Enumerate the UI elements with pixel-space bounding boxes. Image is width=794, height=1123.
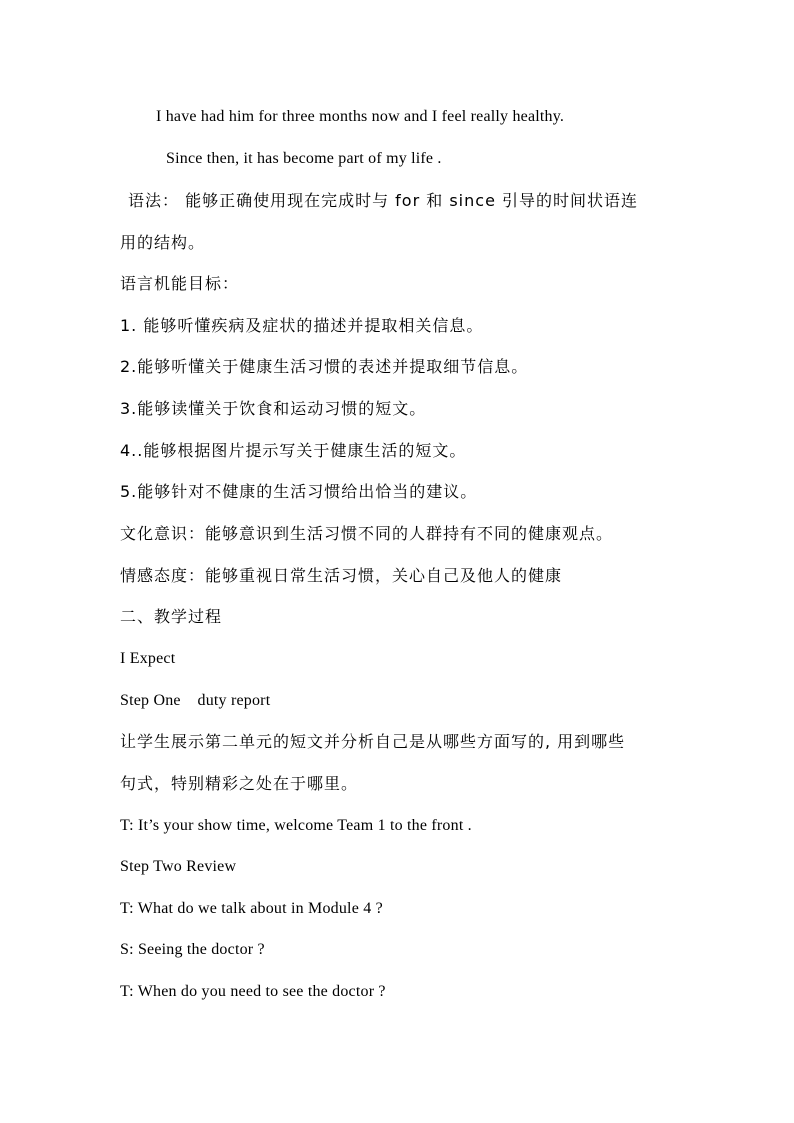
skill-item-1: 1. 能够听懂疾病及症状的描述并提取相关信息。 — [120, 316, 484, 335]
step-one-heading: Step One duty report — [120, 692, 271, 709]
step-one-desc-line-2: 句式，特别精彩之处在于哪里。 — [120, 774, 359, 793]
text-line-2: Since then, it has become part of my life . — [166, 150, 442, 167]
dialogue-line-3: S: Seeing the doctor ? — [120, 941, 265, 958]
grammar-goal-line-1: 语法： 能够正确使用现在完成时与 for 和 since 引导的时间状语连 — [128, 191, 638, 210]
culture-awareness-line: 文化意识：能够意识到生活习惯不同的人群持有不同的健康观点。 — [120, 524, 614, 543]
section-heading-expect: I Expect — [120, 650, 176, 667]
skill-item-2: 2.能够听懂关于健康生活习惯的表述并提取细节信息。 — [120, 357, 529, 376]
dialogue-line-2: T: What do we talk about in Module 4 ? — [120, 900, 383, 917]
text-line-1: I have had him for three months now and I feel really healthy. — [156, 108, 565, 125]
emotion-attitude-line: 情感态度：能够重视日常生活习惯，关心自己及他人的健康 — [120, 566, 563, 585]
skill-item-4: 4..能够根据图片提示写关于健康生活的短文。 — [120, 441, 467, 460]
teaching-process-heading: 二、教学过程 — [120, 607, 223, 626]
step-two-heading: Step Two Review — [120, 858, 237, 875]
dialogue-line-4: T: When do you need to see the doctor ? — [120, 983, 386, 1000]
skill-item-3: 3.能够读懂关于饮食和运动习惯的短文。 — [120, 399, 427, 418]
language-skill-heading: 语言机能目标： — [120, 274, 240, 293]
step-one-desc-line-1: 让学生展示第二单元的短文并分析自己是从哪些方面写的, 用到哪些 — [120, 732, 626, 751]
grammar-goal-line-2: 用的结构。 — [120, 233, 206, 252]
skill-item-5: 5.能够针对不健康的生活习惯给出恰当的建议。 — [120, 482, 478, 501]
dialogue-line-1: T: It’s your show time, welcome Team 1 to the front . — [120, 817, 472, 834]
